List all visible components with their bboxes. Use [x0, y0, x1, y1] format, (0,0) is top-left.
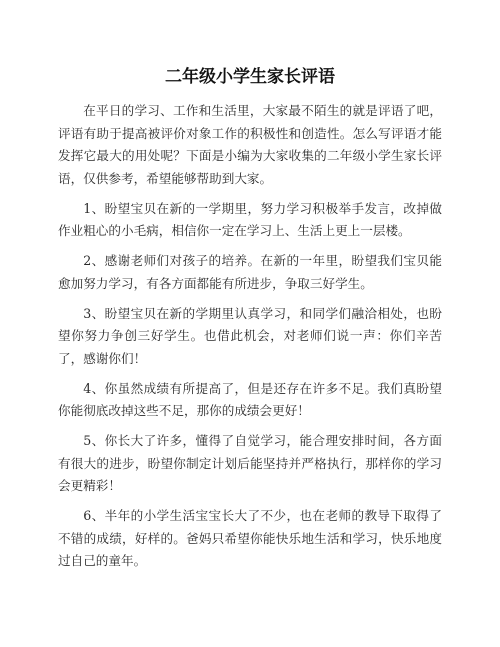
document-title: 二年级小学生家长评语 [165, 67, 335, 87]
comment-paragraph-2: 2、感谢老师们对孩子的培养。在新的一年里，盼望我们宝贝能愈加努力学习，有各方面都能有所进步，争取三好学生。 [58, 253, 442, 291]
document-body [58, 100, 442, 580]
comment-paragraph-3: 3、盼望宝贝在新的学期里认真学习，和同学们融洽相处，也盼望你努力争创三好学生。也借此机会，对老师们说一声：你们辛苦了，感谢你们！ [58, 305, 442, 366]
comment-paragraph-5: 5、你长大了许多，懂得了自觉学习，能合理安排时间，各方面有很大的进步，盼望你制定计划后能坚持并严格执行，那样你的学习会更精彩！ [58, 433, 442, 493]
comment-paragraph-4: 4、你虽然成绩有所提高了，但是还存在许多不足。我们真盼望你能彻底改掉这些不足，那你的成绩会更好！ [58, 380, 442, 418]
comment-paragraph-1: 1、盼望宝贝在新的一学期里，努力学习积极举手发言，改掉做作业粗心的小毛病，相信你一定在学习上、生活上更上一层楼。 [58, 200, 442, 238]
intro-paragraph: 在平日的学习、工作和生活里，大家最不陌生的就是评语了吧，评语有助于提高被评价对象工作的积极性和创造性。怎么写评语才能发挥它最大的用处呢？下面是小编为大家收集的二年级小学生家长评语，仅供参考，希望能够帮助到大家。 [58, 103, 442, 186]
comment-paragraph-6: 6、半年的小学生活宝宝长大了不少，也在老师的教导下取得了不错的成绩，好样的。爸妈只希望你能快乐地生活和学习，快乐地度过自己的童年。 [58, 508, 442, 568]
